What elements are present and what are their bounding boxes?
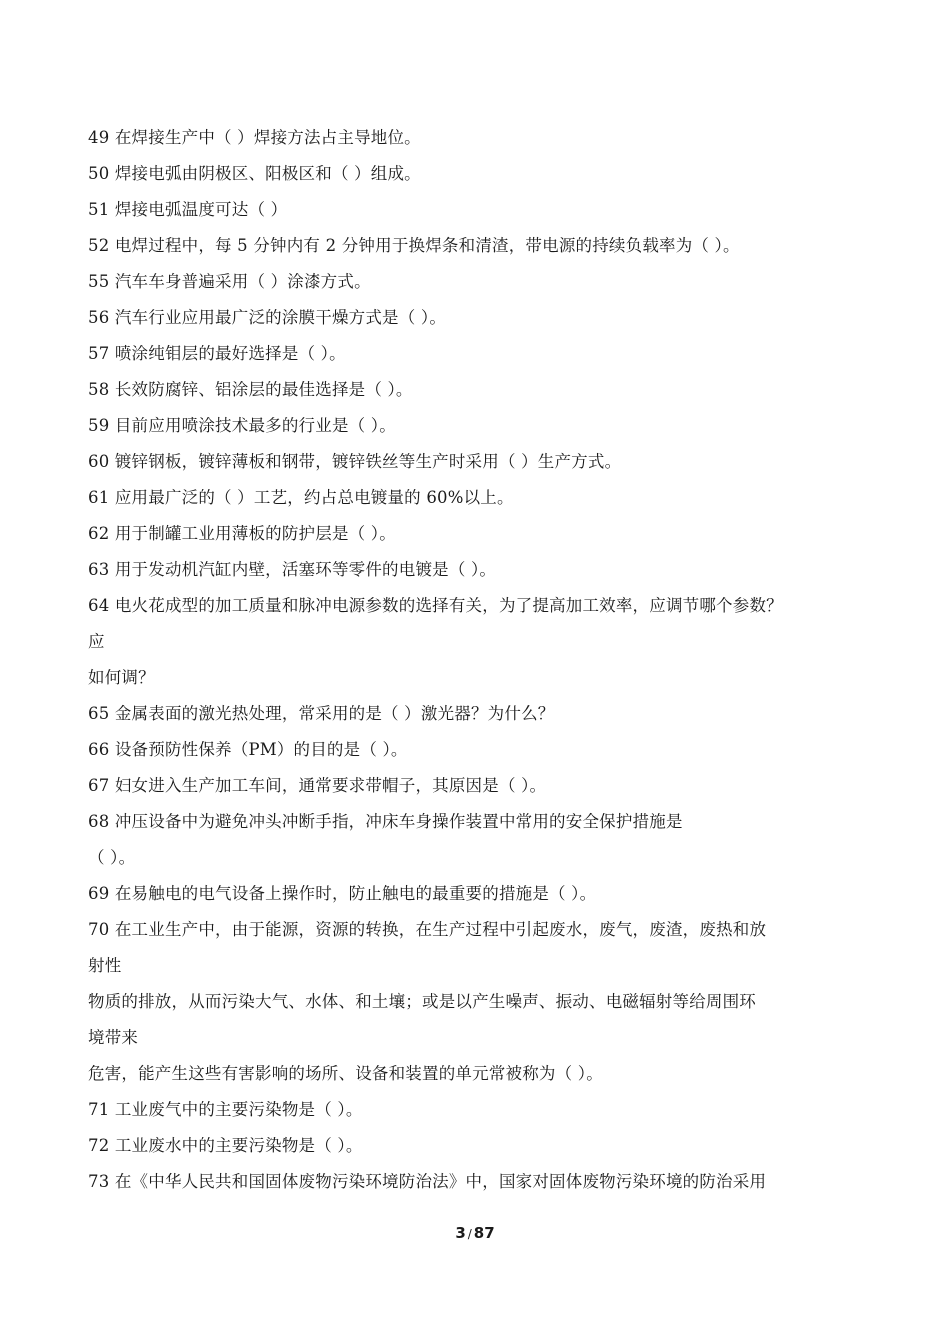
text-line: 56 汽车行业应用最广泛的涂膜干燥方式是（ ）。: [88, 308, 447, 327]
page-separator: /: [467, 1227, 472, 1241]
text-line: 61 应用最广泛的（ ）工艺，约占总电镀量的 60%以上。: [88, 488, 514, 507]
text-line: 65 金属表面的激光热处理，常采用的是（ ）激光器？为什么？: [88, 704, 555, 723]
page-number: [0, 1224, 950, 1242]
text-line: 如何调？: [88, 668, 155, 687]
text-line: 62 用于制罐工业用薄板的防护层是（ ）。: [88, 524, 396, 543]
text-line: 射性: [88, 956, 122, 975]
text-line: 51 焊接电弧温度可达（ ）: [88, 200, 288, 219]
text-line: （ ）。: [88, 848, 136, 867]
text-line: 55 汽车车身普遍采用（ ）涂漆方式。: [88, 272, 371, 291]
text-line: 64 电火花成型的加工质量和脉冲电源参数的选择有关，为了提高加工效率，应调节哪个参数？: [88, 596, 783, 615]
text-line: 68 冲压设备中为避免冲头冲断手指，冲床车身操作装置中常用的安全保护措施是: [88, 812, 683, 831]
question-list: [88, 120, 878, 1200]
text-line: 应: [88, 632, 105, 651]
text-line: 60 镀锌钢板，镀锌薄板和钢带，镀锌铁丝等生产时采用（ ）生产方式。: [88, 452, 622, 471]
text-line: 73 在《中华人民共和国固体废物污染环境防治法》中，国家对固体废物污染环境的防治采用: [88, 1172, 767, 1191]
text-line: 57 喷涂纯钼层的最好选择是（ ）。: [88, 344, 346, 363]
text-line: 物质的排放，从而污染大气、水体、和土壤；或是以产生噪声、振动、电磁辐射等给周围环: [88, 992, 756, 1011]
text-line: 危害，能产生这些有害影响的场所、设备和装置的单元常被称为（ ）。: [88, 1064, 603, 1083]
text-line: 50 焊接电弧由阴极区、阳极区和（ ）组成。: [88, 164, 421, 183]
text-line: 49 在焊接生产中（ ）焊接方法占主导地位。: [88, 128, 421, 147]
text-line: 52 电焊过程中，每 5 分钟内有 2 分钟用于换焊条和清渣，带电源的持续负载率为（ ）。: [88, 236, 740, 255]
current-page: 3: [455, 1224, 466, 1242]
text-line: 58 长效防腐锌、铝涂层的最佳选择是（ ）。: [88, 380, 413, 399]
total-pages: 87: [473, 1224, 495, 1242]
text-line: 71 工业废气中的主要污染物是（ ）。: [88, 1100, 363, 1119]
text-line: 72 工业废水中的主要污染物是（ ）。: [88, 1136, 363, 1155]
text-line: 67 妇女进入生产加工车间，通常要求带帽子，其原因是（ ）。: [88, 776, 547, 795]
text-line: 69 在易触电的电气设备上操作时，防止触电的最重要的措施是（ ）。: [88, 884, 597, 903]
text-line: 境带来: [88, 1028, 139, 1047]
text-line: 59 目前应用喷涂技术最多的行业是（ ）。: [88, 416, 396, 435]
text-line: 66 设备预防性保养（PM）的目的是（ ）。: [88, 740, 408, 759]
text-line: 70 在工业生产中，由于能源，资源的转换，在生产过程中引起废水，废气，废渣，废热和放: [88, 920, 767, 939]
text-line: 63 用于发动机汽缸内壁，活塞环等零件的电镀是（ ）。: [88, 560, 497, 579]
